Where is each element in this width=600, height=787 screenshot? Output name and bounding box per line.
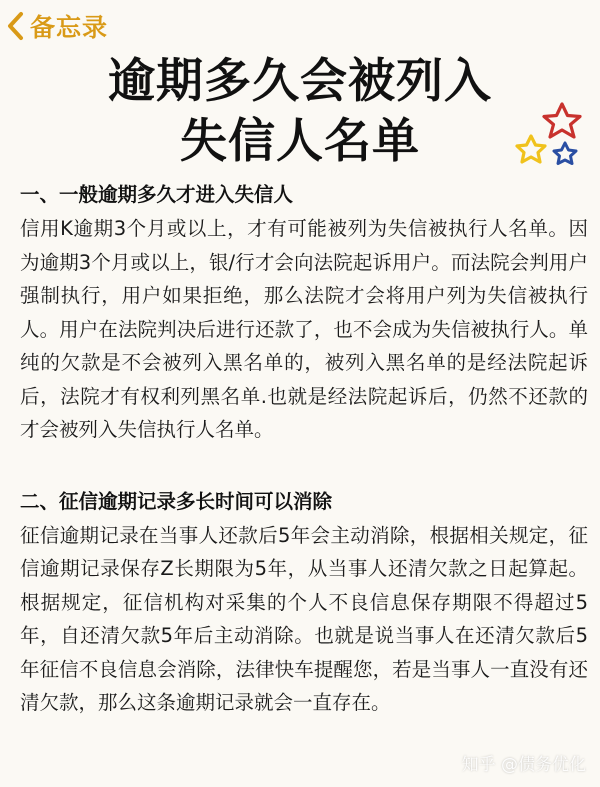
note-content <box>20 182 588 720</box>
section-heading: 二、征信逾期记录多长时间可以消除 <box>20 489 333 513</box>
nav-bar <box>0 0 600 58</box>
section-body: 信用K逾期3个月或以上，才有可能被列为失信被执行人名单。因为逾期3个月或以上，银/行才会向法院起诉用户。而法院会判用户强制执行，用户如果拒绝，那么法院才会将用户列为失信被执行人。用户在法院判决后进行还款了，也不会成为失信被执行人。单纯的欠款是不会被列入黑名单的，被列入黑名单的是经法院起诉后，法院才有权利列黑名单.也就是经法院起诉后，仍然不还款的才会被列入失信执行人名单。 <box>20 217 588 441</box>
yellow-star-icon <box>517 136 545 162</box>
section-body: 征信逾期记录在当事人还款后5年会主动消除，根据相关规定，征信逾期记录保存Z长期限为5年，从当事人还清欠款之日起算起。根据规定，征信机构对采集的个人不良信息保存期限不得超过5年，自还清欠款5年后主动消除。也就是说当事人在还清欠款后5年征信不良信息会消除，法律快车提醒您，若是当事人一直没有还清欠款，那么这条逾期记录就会一直存在。 <box>20 523 588 714</box>
section-1 <box>20 182 588 447</box>
red-star-icon <box>544 104 580 137</box>
back-label: 备忘录 <box>30 13 109 42</box>
page-title <box>0 52 600 172</box>
title-line-1: 逾期多久会被列入 <box>108 54 492 109</box>
section-heading: 一、一般逾期多久才进入失信人 <box>20 183 294 206</box>
back-button[interactable] <box>6 8 108 44</box>
title-line-2: 失信人名单 <box>180 114 420 169</box>
stars-decoration <box>512 98 600 178</box>
chevron-left-icon <box>6 11 24 41</box>
section-2 <box>20 489 588 720</box>
watermark: 知乎 @债务优化 <box>461 755 586 775</box>
blue-star-icon <box>554 143 576 164</box>
section-gap <box>20 447 588 489</box>
